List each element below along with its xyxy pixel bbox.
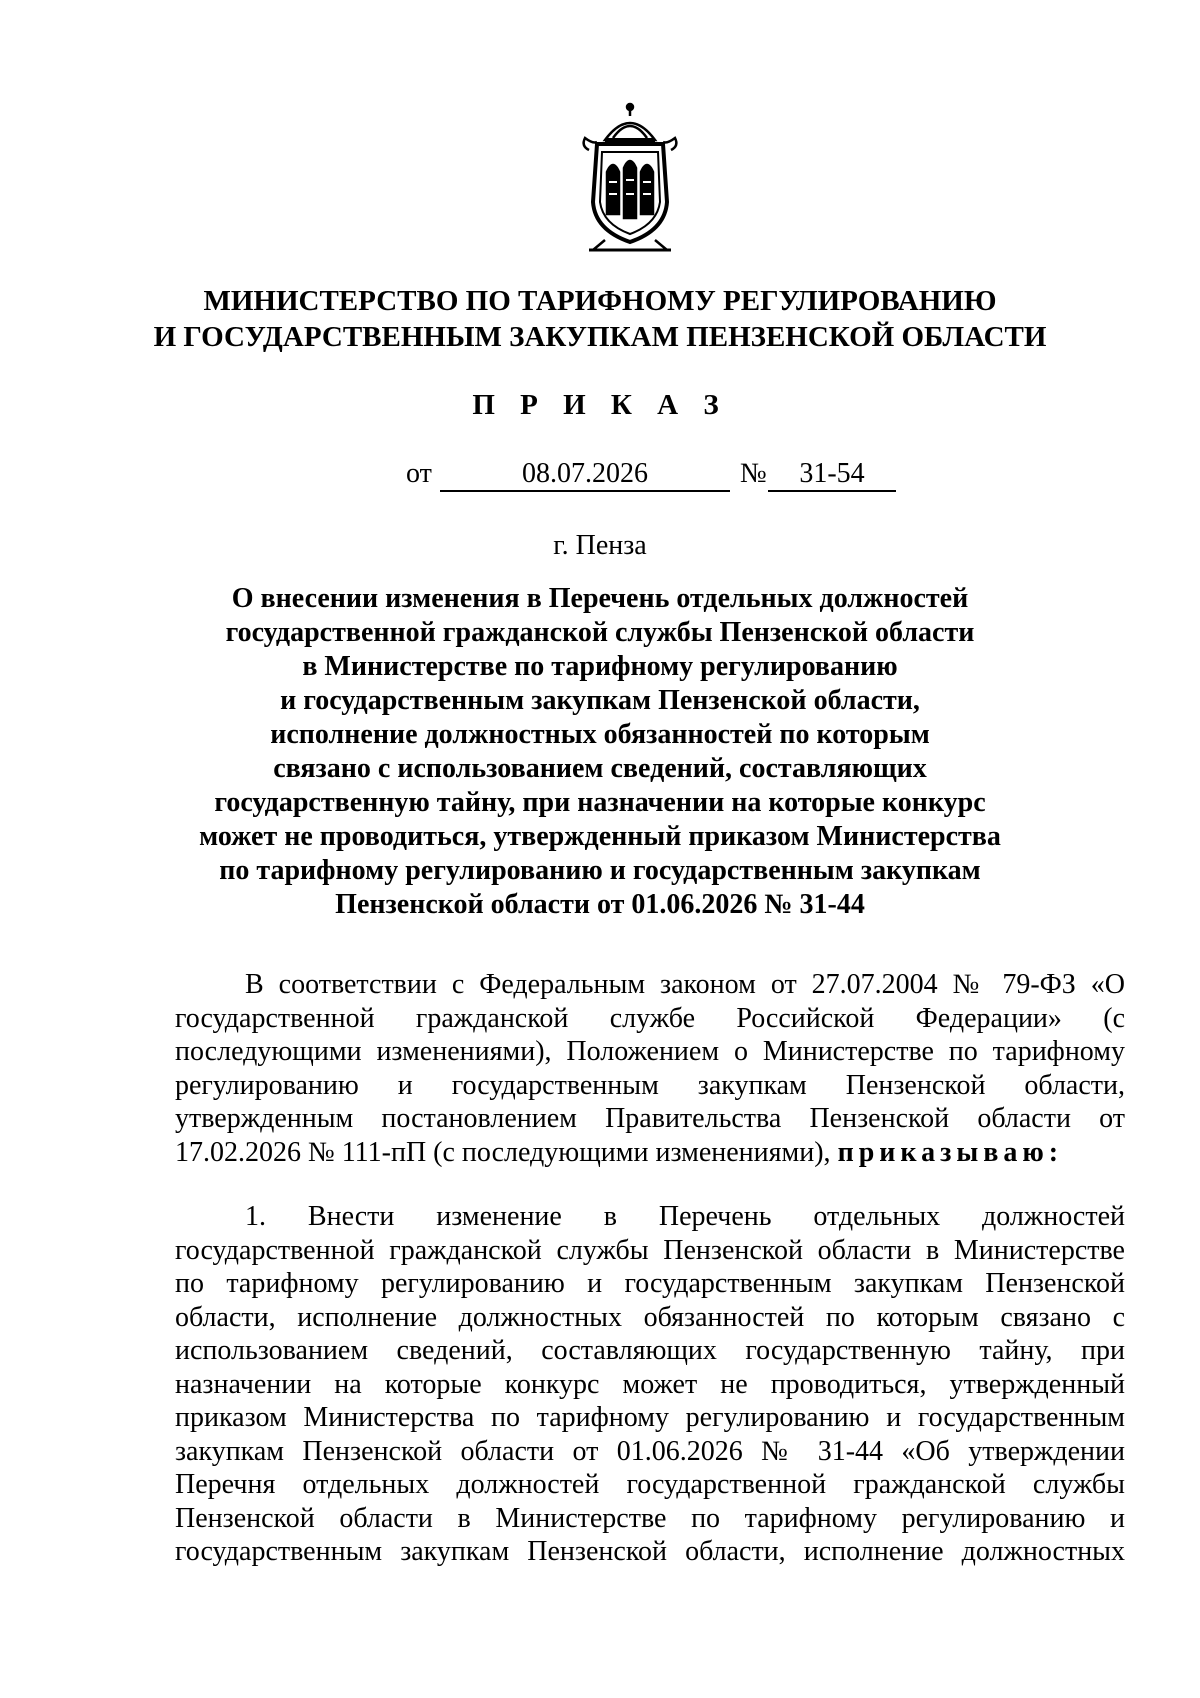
title-line: государственной гражданской службы Пензенской области [225,617,975,648]
paragraph-last-text: 17.02.2026 № 111-пП (с последующими изменениями), [175,1136,831,1168]
paragraph-line: государственным закупкам Пензенской области, исполнение должностных [175,1536,1125,1567]
ministry-name-line1: МИНИСТЕРСТВО ПО ТАРИФНОМУ РЕГУЛИРОВАНИЮ [203,285,997,317]
preamble-paragraph [175,968,1125,1169]
document-title [0,582,1200,922]
paragraph-line: утвержденным постановлением Правительства Пензенской области от [175,1103,1125,1134]
paragraph-last-line [175,1136,1125,1170]
document-type: П Р И К А З [472,389,728,421]
paragraph-line: последующими изменениями), Положением о Министерстве по тарифному [175,1036,1125,1067]
title-line: может не проводиться, утвержденный приказом Министерства [199,821,1001,852]
paragraph-line: В соответствии с Федеральным законом от 27.07.2004 № 79-ФЗ «О [245,969,1125,1000]
title-line: в Министерстве по тарифному регулированию [302,651,898,682]
paragraph-line: 1. Внести изменение в Перечень отдельных должностей [245,1201,1125,1232]
title-line: и государственным закупкам Пензенской области, [280,685,920,716]
title-line: по тарифному регулированию и государственным закупкам [219,855,981,886]
paragraph-line: области, исполнение должностных обязанностей по которым связано с [175,1301,1125,1333]
order-keyword: приказываю: [837,1136,1064,1168]
paragraph-line: закупкам Пензенской области от 01.06.2026 № 31-44 «Об утверждении [175,1435,1125,1467]
date-prefix: от [406,458,432,489]
title-line: государственную тайну, при назначении на которые конкурс [214,787,986,818]
paragraph-line: Перечня отдельных должностей государственной гражданской службы [175,1469,1125,1500]
paragraph-line: государственной гражданской службы Пензенской области в Министерстве [175,1234,1125,1266]
paragraph-line: назначении на которые конкурс может не проводиться, утвержденный [175,1368,1125,1400]
paragraph-line: по тарифному регулированию и государственным закупкам Пензенской [175,1268,1125,1299]
paragraph-line: государственной гражданской службе Российской Федерации» (с [175,1002,1125,1034]
paragraph-line: Пензенской области в Министерстве по тарифному регулированию и [175,1502,1125,1534]
ministry-name-line2: И ГОСУДАРСТВЕННЫМ ЗАКУПКАМ ПЕНЗЕНСКОЙ ОБЛАСТИ [153,321,1047,353]
document-number: 31-54 [768,458,896,492]
title-line: исполнение должностных обязанностей по которым [270,719,930,750]
title-line: Пензенской области от 01.06.2026 № 31-44 [335,889,865,920]
paragraph-line: регулированию и государственным закупкам Пензенской области, [175,1069,1125,1101]
number-sign: № [740,458,767,489]
title-line: О внесении изменения в Перечень отдельных должностей [231,583,969,614]
document-date: 08.07.2026 [440,458,730,492]
city: г. Пенза [553,530,647,561]
title-line: связано с использованием сведений, составляющих [273,753,927,784]
coat-of-arms-emblem [575,102,685,252]
item-1-paragraph [175,1200,1125,1569]
paragraph-line: приказом Министерства по тарифному регулированию и государственным [175,1402,1125,1433]
paragraph-line: использованием сведений, составляющих государственную тайну, при [175,1335,1125,1366]
date-number-line [0,458,1200,498]
